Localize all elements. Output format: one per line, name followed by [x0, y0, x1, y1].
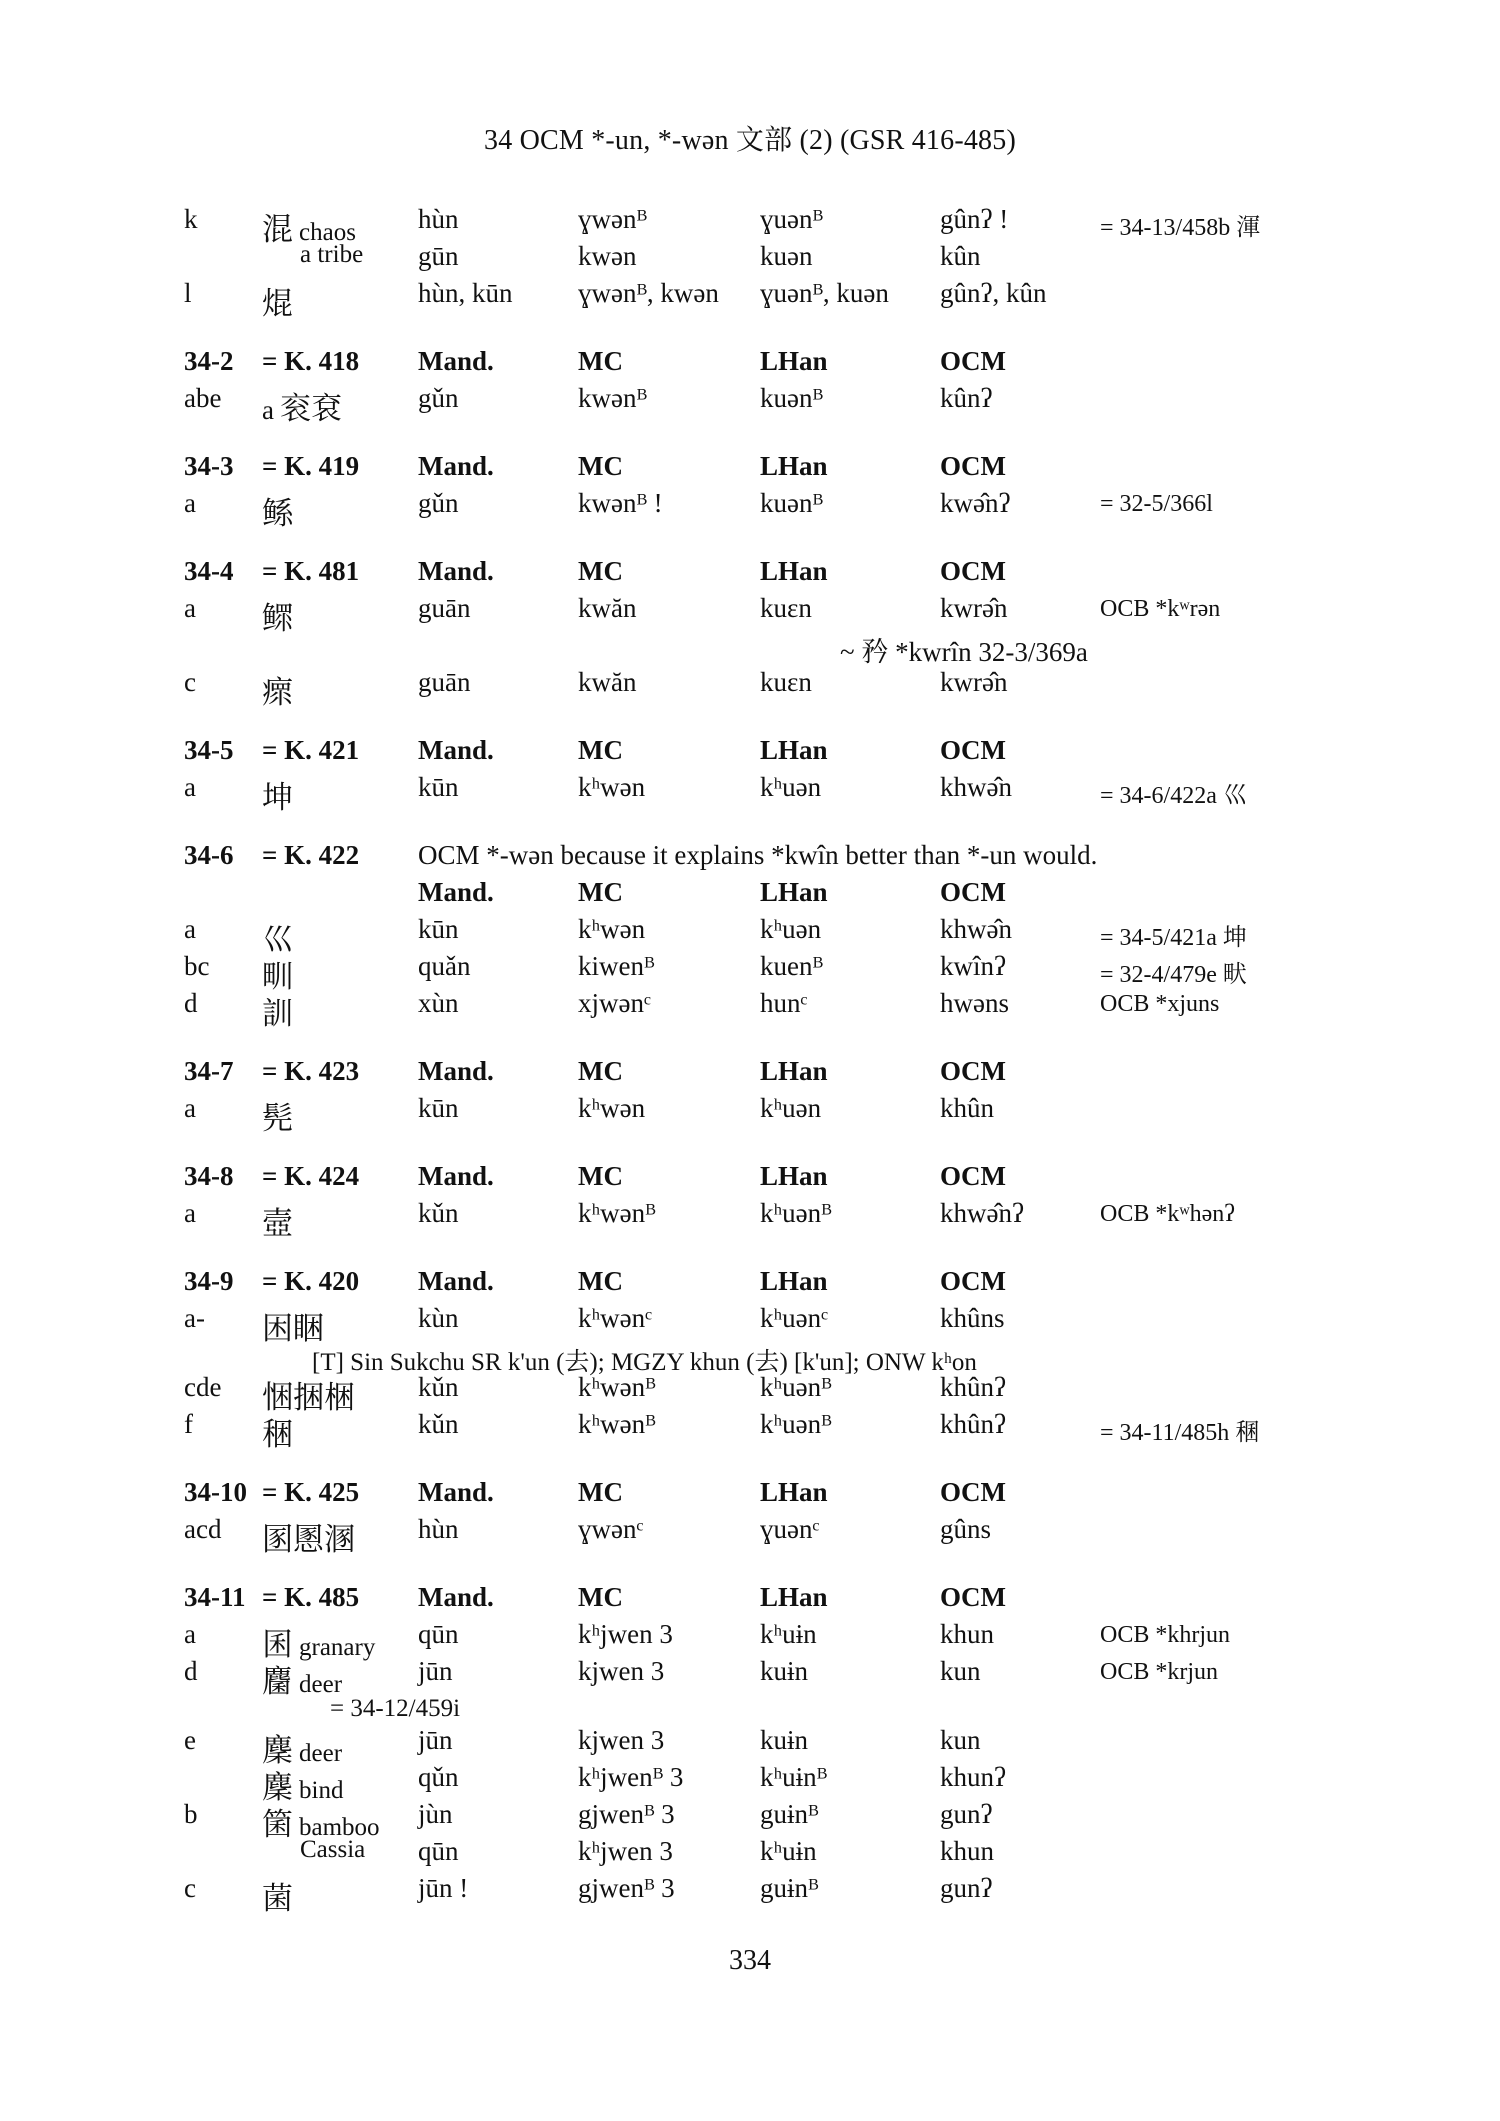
later-han-reading: kʰuənᴮ	[760, 1198, 832, 1228]
later-han-reading: kʰuən	[760, 1093, 822, 1123]
column-header-ocm: OCM	[940, 1161, 1006, 1191]
entry-row	[0, 1615, 1500, 1663]
karlgren-ref: = K. 424	[262, 1161, 360, 1191]
column-header-middle-chinese: MC	[578, 346, 623, 376]
chinese-graph: 甽	[262, 959, 293, 995]
mandarin-reading: jūn !	[418, 1873, 469, 1903]
section-id: 34-7	[184, 1056, 234, 1086]
ocm-reading: khun	[940, 1619, 994, 1649]
entry-row	[0, 1758, 1500, 1806]
column-header-ocm: OCM	[940, 877, 1006, 907]
middle-chinese-reading: kʰwənᶜ	[578, 1303, 653, 1333]
section-id: 34-4	[184, 556, 234, 586]
ocm-reading: kûnʔ	[940, 383, 993, 413]
mandarin-reading: guān	[418, 593, 471, 623]
column-header-later-han: LHan	[760, 1056, 828, 1086]
later-han-reading: kuɛn	[760, 593, 812, 623]
entry-id: a	[184, 772, 196, 802]
cross-reference-note: = 34-5/421a 坤	[1100, 925, 1247, 951]
ocm-reading: khûn	[940, 1093, 994, 1123]
graph-cell	[262, 1873, 293, 1918]
sub-entry-row	[0, 1832, 1500, 1869]
entry-row	[0, 663, 1500, 711]
column-header-middle-chinese: MC	[578, 1477, 623, 1507]
column-header-later-han: LHan	[760, 451, 828, 481]
column-header-mandarin: Mand.	[418, 1477, 494, 1507]
ocm-reading: kun	[940, 1725, 981, 1755]
column-header-middle-chinese: MC	[578, 735, 623, 765]
mandarin-reading: hùn	[418, 204, 459, 234]
graph-cell	[262, 667, 293, 712]
middle-chinese-reading: kʰjwen 3	[578, 1836, 673, 1866]
chinese-graph: 鳏	[262, 601, 293, 637]
column-header-mandarin: Mand.	[418, 1056, 494, 1086]
column-header-mandarin: Mand.	[418, 877, 494, 907]
later-han-reading: kuɛn	[760, 667, 812, 697]
gloss: Cassia	[300, 1836, 366, 1863]
ocm-reading: kwrə̂n	[940, 593, 1008, 623]
entry-id: k	[184, 204, 198, 234]
mandarin-reading: jùn	[418, 1799, 453, 1829]
column-header-later-han: LHan	[760, 735, 828, 765]
cross-reference-note: OCB *krjun	[1100, 1659, 1219, 1685]
karlgren-ref: = K. 420	[262, 1266, 360, 1296]
cross-reference-note: = 34-11/485h 稛	[1100, 1420, 1260, 1446]
later-han-reading: ɣuənᴮ	[760, 204, 823, 234]
section-id: 34-9	[184, 1266, 234, 1296]
middle-chinese-reading: ɣwənᶜ	[578, 1514, 644, 1544]
entry-row	[0, 1194, 1500, 1242]
middle-chinese-reading: gjwenᴮ 3	[578, 1799, 675, 1829]
column-header-middle-chinese: MC	[578, 1266, 623, 1296]
column-header-mandarin: Mand.	[418, 346, 494, 376]
ocm-reading: gunʔ	[940, 1799, 993, 1829]
later-han-reading: kʰuɨn	[760, 1619, 817, 1649]
entry-row	[0, 1721, 1500, 1769]
entry-row	[0, 200, 1500, 248]
middle-chinese-reading: kwăn	[578, 667, 637, 697]
graph-cell	[262, 1409, 293, 1454]
entry-row	[0, 1368, 1500, 1416]
karlgren-ref: = K. 418	[262, 346, 360, 376]
ocm-reading: khûnʔ	[940, 1372, 1006, 1402]
gloss: bind	[299, 1777, 344, 1804]
entry-id: abe	[184, 383, 222, 413]
chinese-graph: 巛	[262, 922, 293, 958]
graph-cell	[262, 1093, 293, 1138]
cross-reference-note: = 32-5/366l	[1100, 491, 1213, 517]
cross-reference-note: = 34-6/422a 巛	[1100, 783, 1247, 809]
section-header	[0, 1052, 1500, 1089]
entry-id: c	[184, 1873, 196, 1903]
ocm-reading: khunʔ	[940, 1762, 1006, 1792]
chinese-graph: 圂慁溷	[262, 1522, 355, 1558]
column-header-later-han: LHan	[760, 1477, 828, 1507]
entry-id: a	[184, 914, 196, 944]
entry-row	[0, 484, 1500, 532]
entry-id: l	[184, 278, 192, 308]
later-han-reading: kʰuən	[760, 772, 822, 802]
ocm-reading: kûn	[940, 241, 981, 271]
later-han-reading: kʰuənᴮ	[760, 1409, 832, 1439]
middle-chinese-reading: kʰwənᴮ	[578, 1409, 656, 1439]
column-header-later-han: LHan	[760, 556, 828, 586]
mandarin-reading: gǔn	[418, 383, 459, 413]
section-id: 34-2	[184, 346, 234, 376]
equation-line	[0, 1689, 1500, 1721]
later-han-reading: kʰuənᶜ	[760, 1303, 829, 1333]
mandarin-reading: qūn	[418, 1836, 459, 1866]
graph-cell	[262, 772, 293, 817]
chinese-graph: 混	[262, 212, 293, 248]
later-han-reading: kuən	[760, 241, 813, 271]
later-han-reading: ɣuənᴮ, kuən	[760, 278, 889, 308]
entry-id: a	[184, 488, 196, 518]
chinese-graph: 麇	[262, 1770, 293, 1806]
middle-chinese-reading: kʰwən	[578, 772, 646, 802]
middle-chinese-reading: kwăn	[578, 593, 637, 623]
later-han-reading: hunᶜ	[760, 988, 808, 1018]
chinese-graph: 坤	[262, 780, 293, 816]
later-han-reading: kʰuɨnᴮ	[760, 1762, 828, 1792]
cross-reference-note: = 34-12/459i	[330, 1695, 461, 1722]
column-header-ocm: OCM	[940, 451, 1006, 481]
graph-prefix: a	[262, 395, 274, 425]
karlgren-ref: = K. 423	[262, 1056, 360, 1086]
karlgren-ref: = K. 485	[262, 1582, 360, 1612]
ocm-reading: kwînʔ	[940, 951, 1006, 981]
section-header	[0, 552, 1500, 589]
section-id: 34-6	[184, 840, 234, 870]
ocm-reading: khûns	[940, 1303, 1005, 1333]
mandarin-reading: xùn	[418, 988, 459, 1018]
mandarin-reading: hùn, kūn	[418, 278, 513, 308]
graph-cell	[262, 383, 342, 428]
column-header-mandarin: Mand.	[418, 556, 494, 586]
mandarin-reading: hùn	[418, 1514, 459, 1544]
karlgren-ref: = K. 422	[262, 840, 360, 870]
mandarin-reading: kùn	[418, 1303, 459, 1333]
mandarin-reading: kūn	[418, 772, 459, 802]
middle-chinese-reading: kʰwən	[578, 1093, 646, 1123]
entry-id: b	[184, 1799, 198, 1829]
middle-chinese-reading: kʰwənᴮ	[578, 1372, 656, 1402]
middle-chinese-reading: kwənᴮ	[578, 383, 647, 413]
graph-cell	[262, 1198, 293, 1243]
karlgren-ref: = K. 419	[262, 451, 360, 481]
mandarin-reading: kūn	[418, 1093, 459, 1123]
section-header	[0, 1157, 1500, 1194]
entry-row	[0, 947, 1500, 995]
sub-entry-row	[0, 237, 1500, 274]
chinese-graph: 麕	[262, 1664, 293, 1700]
chinese-graph: 稇	[262, 1417, 293, 1453]
gloss: deer	[299, 1740, 343, 1767]
ocm-reading: gûnʔ, kûn	[940, 278, 1047, 308]
mandarin-reading: kǔn	[418, 1372, 459, 1402]
entry-row	[0, 1405, 1500, 1453]
mandarin-reading: jūn	[418, 1656, 453, 1686]
chinese-graph: 悃捆梱	[262, 1380, 355, 1416]
mandarin-reading: kǔn	[418, 1198, 459, 1228]
chinese-graph: 焜	[262, 286, 293, 322]
entry-row	[0, 1299, 1500, 1347]
column-header-later-han: LHan	[760, 1582, 828, 1612]
karlgren-ref: = K. 425	[262, 1477, 360, 1507]
chinese-graph: 訓	[262, 996, 293, 1032]
entry-row	[0, 1869, 1500, 1917]
middle-chinese-reading: kwən	[578, 241, 637, 271]
chinese-graph: 麇	[262, 1733, 293, 1769]
mandarin-reading: kǔn	[418, 1409, 459, 1439]
entry-row	[0, 1089, 1500, 1137]
entry-row	[0, 1795, 1500, 1843]
later-han-reading: kʰuənᴮ	[760, 1372, 832, 1402]
mandarin-reading: qǔn	[418, 1762, 459, 1792]
section-header	[0, 1578, 1500, 1615]
section-id: 34-3	[184, 451, 234, 481]
middle-chinese-reading: xjwənᶜ	[578, 988, 651, 1018]
cross-reference-note: OCB *khrjun	[1100, 1622, 1231, 1648]
graph-cell	[262, 1514, 355, 1559]
note-line	[0, 626, 1500, 667]
entry-id: bc	[184, 951, 210, 981]
later-han-reading: kuənᴮ	[760, 383, 823, 413]
column-header-ocm: OCM	[940, 735, 1006, 765]
graph-cell	[262, 488, 293, 533]
mandarin-reading: guān	[418, 667, 471, 697]
middle-chinese-reading: kiwenᴮ	[578, 951, 655, 981]
entry-row	[0, 984, 1500, 1032]
ocm-reading: kwə̂nʔ	[940, 488, 1011, 518]
chinese-graph: 瘝	[262, 675, 293, 711]
mandarin-reading: quǎn	[418, 951, 471, 981]
section-id: 34-5	[184, 735, 234, 765]
middle-chinese-reading: kʰwənᴮ	[578, 1198, 656, 1228]
section-id: 34-8	[184, 1161, 234, 1191]
column-header-later-han: LHan	[760, 877, 828, 907]
transcription-note: [T] Sin Sukchu SR k'un (去); MGZY khun (去) [k'un]; ONW kʰon	[312, 1349, 977, 1376]
gloss: chaos	[299, 219, 356, 246]
middle-chinese-reading: ɣwənᴮ, kwən	[578, 278, 719, 308]
later-han-reading: kuənᴮ	[760, 488, 823, 518]
entry-row	[0, 910, 1500, 958]
ocm-reading: khwə̂n	[940, 772, 1012, 802]
section-header	[0, 1473, 1500, 1510]
chinese-graph: 壼	[262, 1206, 293, 1242]
entry-id: d	[184, 988, 198, 1018]
cross-reference-note: OCB *xjuns	[1100, 991, 1220, 1017]
comparison-note: ~ 矜 *kwrîn 32-3/369a	[840, 637, 1088, 667]
page-number: 334	[729, 1945, 771, 1976]
mandarin-reading: kūn	[418, 914, 459, 944]
ocm-reading: gunʔ	[940, 1873, 993, 1903]
entry-id: a	[184, 1198, 196, 1228]
graph-cell	[262, 988, 293, 1033]
column-header-middle-chinese: MC	[578, 451, 623, 481]
middle-chinese-reading: ɣwənᴮ	[578, 204, 647, 234]
karlgren-ref: = K. 481	[262, 556, 360, 586]
entry-row	[0, 1510, 1500, 1558]
column-header-middle-chinese: MC	[578, 556, 623, 586]
chinese-graph: 鲧	[262, 496, 293, 532]
gloss: bamboo	[299, 1814, 380, 1841]
section-header	[0, 731, 1500, 768]
dictionary-table	[0, 200, 1500, 1917]
cross-reference-note: OCB *kʷhənʔ	[1100, 1201, 1235, 1227]
column-header-later-han: LHan	[760, 1266, 828, 1296]
column-header-middle-chinese: MC	[578, 877, 623, 907]
entry-id: acd	[184, 1514, 222, 1544]
later-han-reading: guɨnᴮ	[760, 1873, 819, 1903]
ocm-reading: khwə̂nʔ	[940, 1198, 1024, 1228]
page-header: 34 OCM *-un, *-wən 文部 (2) (GSR 416-485)	[484, 125, 1016, 156]
column-header-mandarin: Mand.	[418, 451, 494, 481]
column-header-ocm: OCM	[940, 1477, 1006, 1507]
entry-id: a	[184, 593, 196, 623]
entry-row	[0, 1652, 1500, 1700]
mandarin-reading: qūn	[418, 1619, 459, 1649]
transcription-line	[0, 1336, 1500, 1376]
entry-id: f	[184, 1409, 193, 1439]
ocm-reading: gûnʔ !	[940, 204, 1009, 234]
later-han-reading: kʰuən	[760, 914, 822, 944]
mandarin-reading: gūn	[418, 241, 459, 271]
graph-cell	[262, 278, 293, 323]
ocm-reading: gûns	[940, 1514, 992, 1544]
entry-id: e	[184, 1725, 196, 1755]
middle-chinese-reading: kwənᴮ !	[578, 488, 663, 518]
entry-id: a	[184, 1619, 196, 1649]
entry-id: cde	[184, 1372, 222, 1402]
middle-chinese-reading: kjwen 3	[578, 1656, 665, 1686]
middle-chinese-reading: kʰjwenᴮ 3	[578, 1762, 684, 1792]
entry-row	[0, 379, 1500, 427]
column-header-mandarin: Mand.	[418, 1266, 494, 1296]
column-header-ocm: OCM	[940, 556, 1006, 586]
column-header-ocm: OCM	[940, 1056, 1006, 1086]
gloss: a tribe	[300, 241, 364, 268]
section-header	[0, 447, 1500, 484]
column-header-mandarin: Mand.	[418, 1161, 494, 1191]
section-header	[0, 836, 1500, 873]
column-header-ocm: OCM	[940, 346, 1006, 376]
entry-id: a-	[184, 1303, 205, 1333]
chinese-graph: 菌	[262, 1881, 293, 1917]
entry-row	[0, 274, 1500, 322]
column-header-mandarin: Mand.	[418, 735, 494, 765]
entry-row	[0, 589, 1500, 637]
ocm-reading: khun	[940, 1836, 994, 1866]
chinese-graph: 困睏	[262, 1311, 324, 1347]
section-header	[0, 1262, 1500, 1299]
mandarin-reading: gǔn	[418, 488, 459, 518]
gloss: deer	[299, 1671, 343, 1698]
later-han-reading: kʰuɨn	[760, 1836, 817, 1866]
column-header-mandarin: Mand.	[418, 1582, 494, 1612]
ocm-reading: kun	[940, 1656, 981, 1686]
middle-chinese-reading: kʰjwen 3	[578, 1619, 673, 1649]
middle-chinese-reading: kjwen 3	[578, 1725, 665, 1755]
later-han-reading: ɣuənᶜ	[760, 1514, 820, 1544]
section-id: 34-11	[184, 1582, 246, 1612]
cross-reference-note: = 32-4/479e 畎	[1100, 962, 1247, 988]
ocm-reading: khûnʔ	[940, 1409, 1006, 1439]
later-han-reading: guɨnᴮ	[760, 1799, 819, 1829]
column-header-ocm: OCM	[940, 1582, 1006, 1612]
gloss: granary	[299, 1634, 376, 1661]
column-header-middle-chinese: MC	[578, 1056, 623, 1086]
section-header	[0, 342, 1500, 379]
middle-chinese-reading: kʰwən	[578, 914, 646, 944]
column-header-middle-chinese: MC	[578, 1161, 623, 1191]
column-header-later-han: LHan	[760, 346, 828, 376]
entry-id: c	[184, 667, 196, 697]
section-id: 34-10	[184, 1477, 247, 1507]
column-header-later-han: LHan	[760, 1161, 828, 1191]
section-header	[0, 873, 1500, 910]
column-header-ocm: OCM	[940, 1266, 1006, 1296]
section-note: OCM *-wən because it explains *kwîn better than *-un would.	[418, 840, 1098, 870]
cross-reference-note: OCB *kʷrən	[1100, 596, 1221, 622]
later-han-reading: kuɨn	[760, 1725, 809, 1755]
chinese-graph: 衮袞	[279, 391, 342, 427]
chinese-graph: 囷	[262, 1627, 293, 1663]
later-han-reading: kuenᴮ	[760, 951, 823, 981]
ocm-reading: khwə̂n	[940, 914, 1012, 944]
middle-chinese-reading: gjwenᴮ 3	[578, 1873, 675, 1903]
ocm-reading: kwrə̂n	[940, 667, 1008, 697]
karlgren-ref: = K. 421	[262, 735, 360, 765]
chinese-graph: 髡	[262, 1101, 293, 1137]
entry-id: d	[184, 1656, 198, 1686]
chinese-graph: 箘	[262, 1807, 293, 1843]
entry-id: a	[184, 1093, 196, 1123]
entry-row	[0, 768, 1500, 816]
mandarin-reading: jūn	[418, 1725, 453, 1755]
cross-reference-note: = 34-13/458b 渾	[1100, 215, 1261, 241]
ocm-reading: hwəns	[940, 988, 1009, 1018]
later-han-reading: kuɨn	[760, 1656, 809, 1686]
column-header-middle-chinese: MC	[578, 1582, 623, 1612]
